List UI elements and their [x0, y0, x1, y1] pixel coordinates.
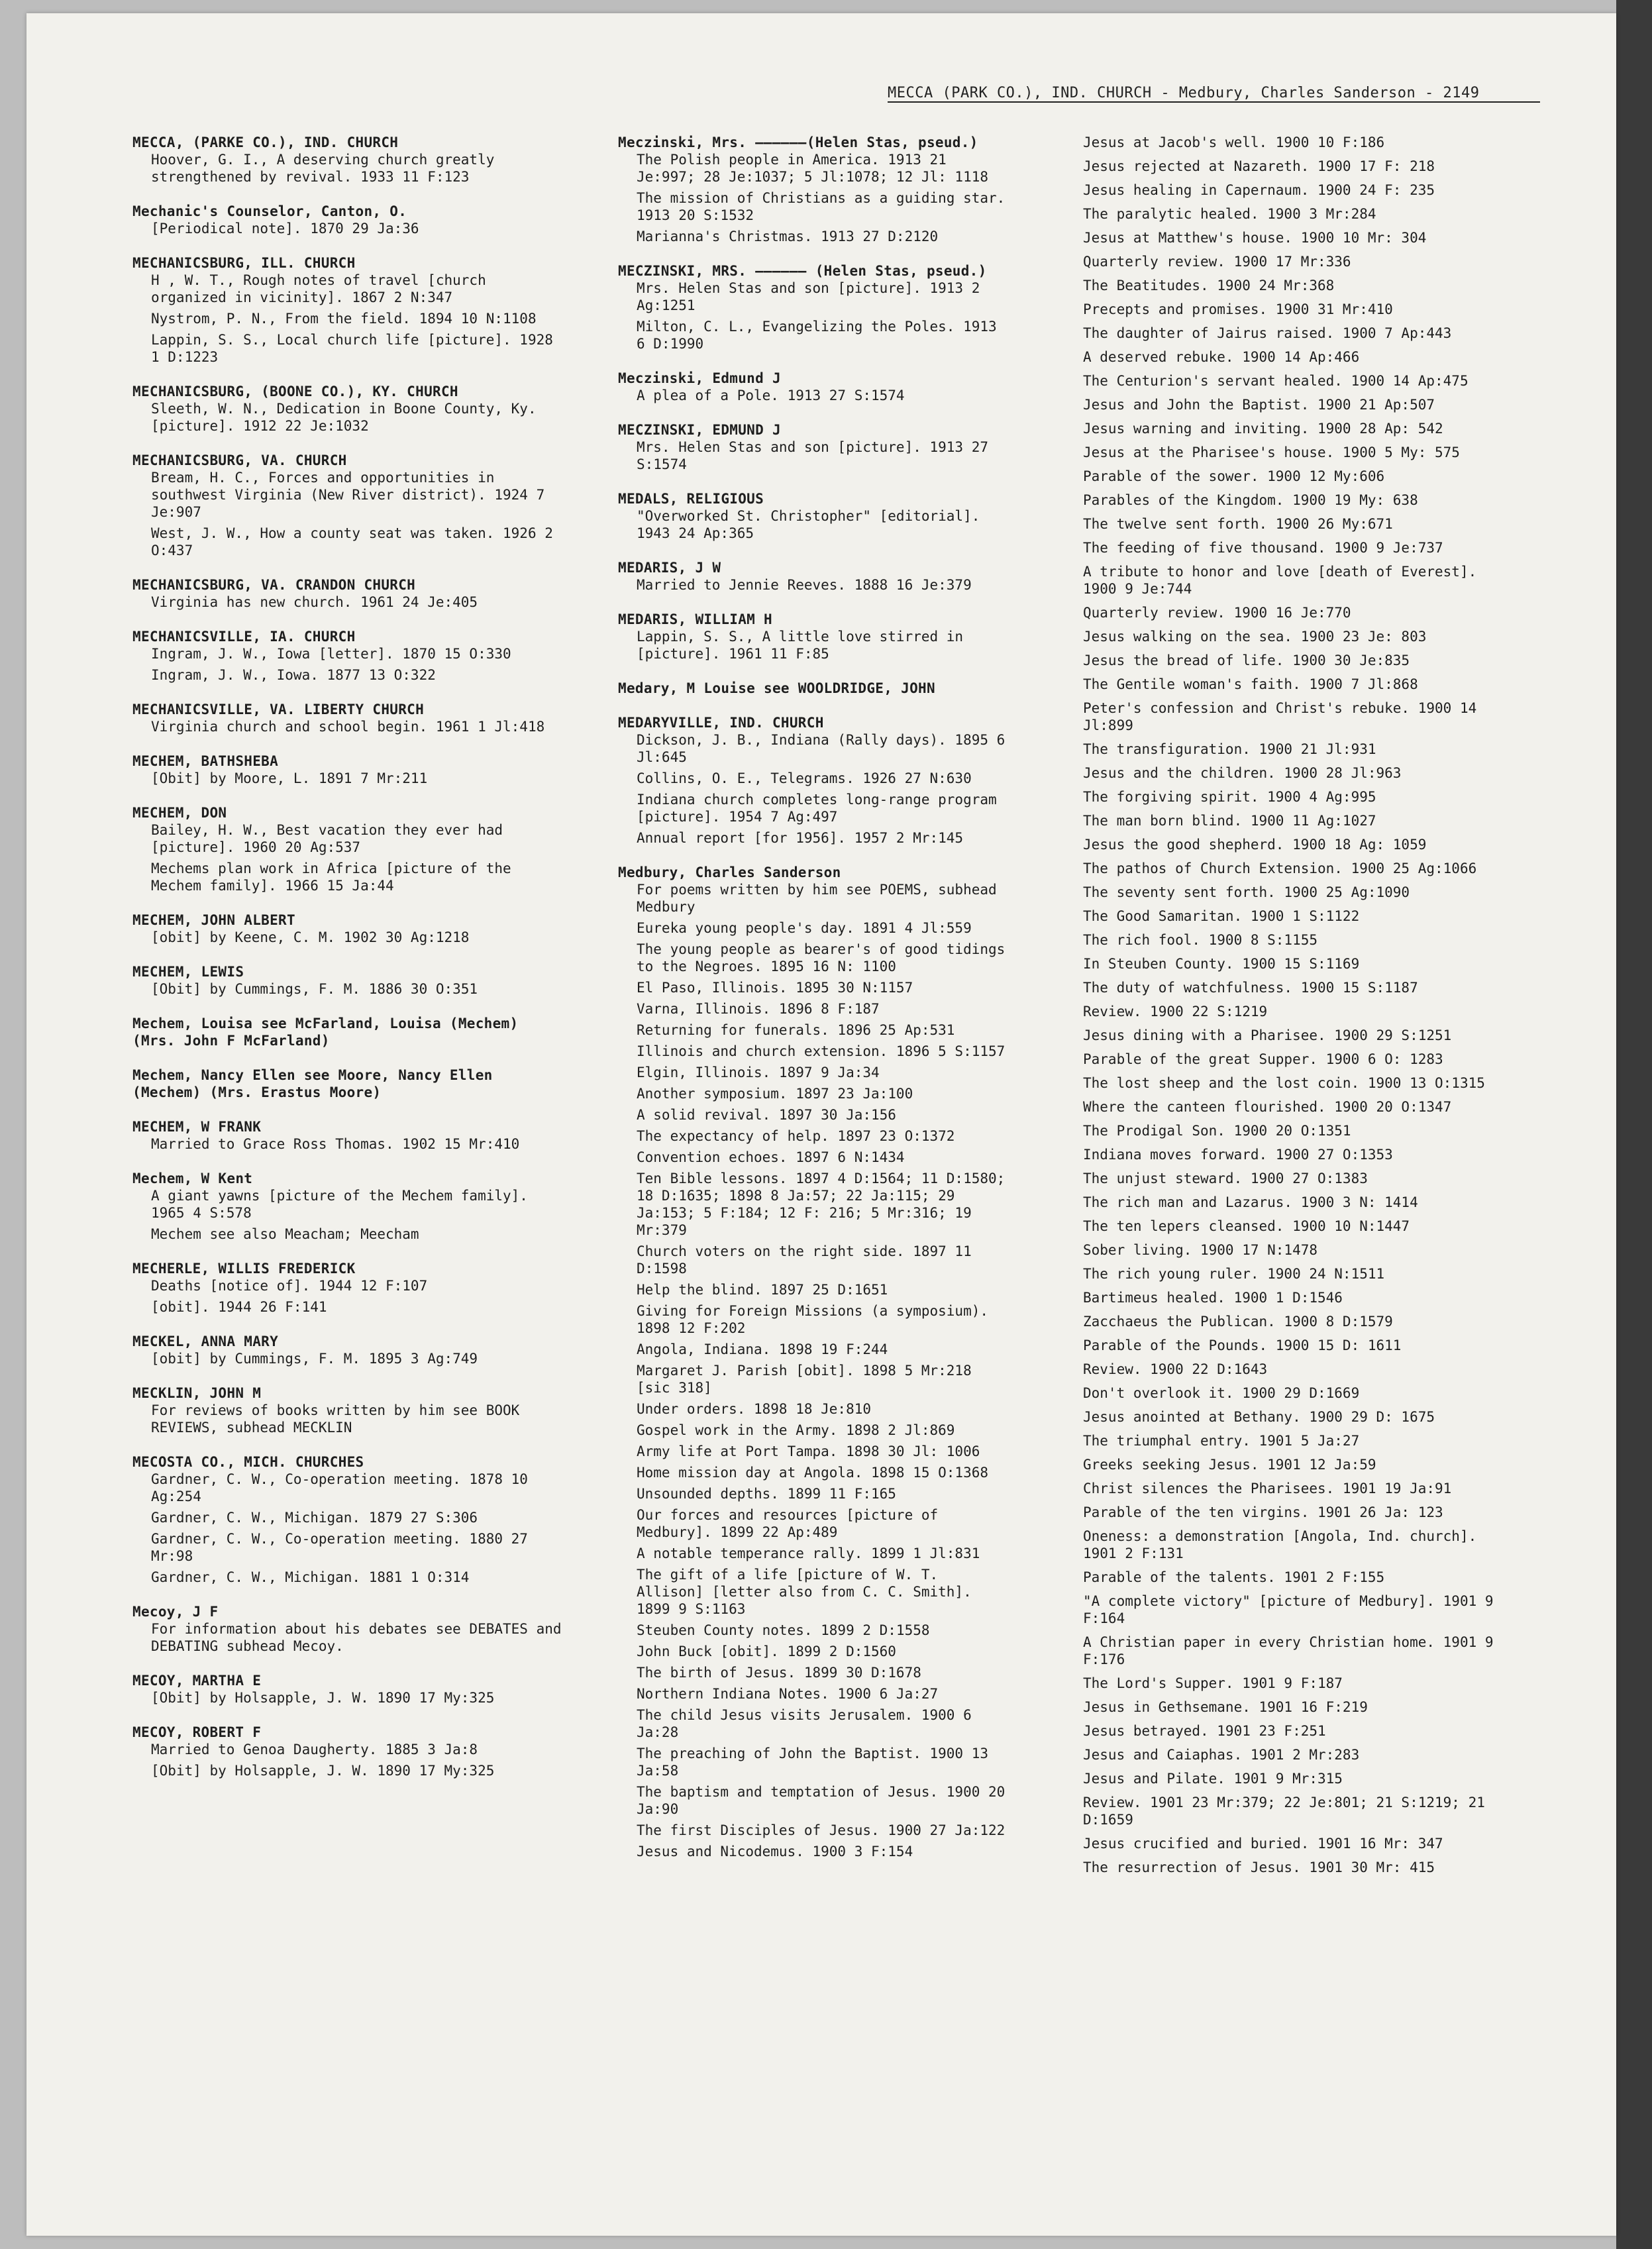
entry-heading: Mechem, Nancy Ellen see Moore, Nancy Ellen (Mechem) (Mrs. Erastus Moore): [132, 1067, 493, 1100]
entry-heading: MECHERLE, WILLIS FREDERICK: [132, 1261, 356, 1277]
entry-heading: MEDARYVILLE, IND. CHURCH: [618, 715, 824, 731]
citation: Parable of the talents. 1901 2 F:155: [1083, 1569, 1385, 1585]
index-entry: [132, 203, 570, 237]
citation: The child Jesus visits Jerusalem. 1900 6 Ja:28: [637, 1707, 972, 1740]
citation: Jesus walking on the sea. 1900 23 Je: 803: [1083, 629, 1427, 645]
citation: The Good Samaritan. 1900 1 S:1122: [1083, 908, 1360, 924]
entry-heading: MECHANICSBURG, VA. CHURCH: [132, 452, 347, 468]
citation: Giving for Foreign Missions (a symposium). 1898 12 F:202: [637, 1303, 989, 1336]
citation: The ten lepers cleansed. 1900 10 N:1447: [1083, 1218, 1410, 1234]
column-left: [132, 134, 570, 1797]
citation: Mrs. Helen Stas and son [picture]. 1913 2 Ag:1251: [637, 280, 980, 313]
index-entry: [618, 680, 1009, 697]
citation: Married to Jennie Reeves. 1888 16 Je:379: [637, 577, 972, 593]
citation: Indiana church completes long-range program [picture]. 1954 7 Ag:497: [637, 792, 997, 825]
entry-heading: MECHEM, BATHSHEBA: [132, 753, 279, 769]
citation: Review. 1901 23 Mr:379; 22 Je:801; 21 S:1219; 21 D:1659: [1083, 1795, 1485, 1828]
index-entry: [618, 490, 1009, 542]
entry-heading: MECHEM, JOHN ALBERT: [132, 912, 295, 928]
citation: The paralytic healed. 1900 3 Mr:284: [1083, 206, 1376, 222]
citation: Bream, H. C., Forces and opportunities in southwest Virginia (New River district). 1924 7 Je:907: [151, 470, 545, 520]
citation: Christ silences the Pharisees. 1901 19 Ja:91: [1083, 1481, 1452, 1496]
citation: The Gentile woman's faith. 1900 7 Jl:868: [1083, 676, 1418, 692]
citation: Parable of the sower. 1900 12 My:606: [1083, 468, 1385, 484]
entry-heading: Mecoy, J F: [132, 1604, 219, 1620]
citation: Bartimeus healed. 1900 1 D:1546: [1083, 1290, 1343, 1306]
citation: The rich man and Lazarus. 1900 3 N: 1414: [1083, 1194, 1418, 1210]
citation: Quarterly review. 1900 16 Je:770: [1083, 605, 1351, 621]
citation: Returning for funerals. 1896 25 Ap:531: [637, 1022, 955, 1038]
entry-heading: MECHEM, W FRANK: [132, 1119, 262, 1135]
entry-heading: Mechem, Louisa see McFarland, Louisa (Mechem) (Mrs. John F McFarland): [132, 1016, 519, 1049]
citation: The birth of Jesus. 1899 30 D:1678: [637, 1665, 921, 1681]
citation: Illinois and church extension. 1896 5 S:1157: [637, 1043, 1006, 1059]
citation: The lost sheep and the lost coin. 1900 13 O:1315: [1083, 1075, 1485, 1091]
index-entry: [618, 714, 1009, 847]
citation: A plea of a Pole. 1913 27 S:1574: [637, 388, 905, 403]
citation: Jesus the good shepherd. 1900 18 Ag: 1059: [1083, 837, 1427, 853]
index-entry: [132, 628, 570, 684]
entry-heading: MECHANICSBURG, VA. CRANDON CHURCH: [132, 577, 416, 593]
citation: Parables of the Kingdom. 1900 19 My: 638: [1083, 492, 1418, 508]
citation: Collins, O. E., Telegrams. 1926 27 N:630: [637, 770, 972, 786]
citation: El Paso, Illinois. 1895 30 N:1157: [637, 980, 913, 996]
entry-heading: MECOY, MARTHA E: [132, 1673, 262, 1689]
citation: Jesus healing in Capernaum. 1900 24 F: 235: [1083, 182, 1435, 198]
citation: The duty of watchfulness. 1900 15 S:1187: [1083, 980, 1418, 996]
citation: Mechems plan work in Africa [picture of the Mechem family]. 1966 15 Ja:44: [151, 861, 511, 894]
index-entry: [132, 1453, 570, 1586]
citation: The baptism and temptation of Jesus. 1900 20 Ja:90: [637, 1784, 1006, 1817]
entry-heading: Mechanic's Counselor, Canton, O.: [132, 203, 407, 219]
citation: The resurrection of Jesus. 1901 30 Mr: 415: [1083, 1859, 1435, 1875]
citation: Angola, Indiana. 1898 19 F:244: [637, 1341, 888, 1357]
citation: For information about his debates see DEBATES and DEBATING subhead Mecoy.: [151, 1621, 562, 1654]
citation: [obit] by Cummings, F. M. 1895 3 Ag:749: [151, 1351, 478, 1367]
citation: Jesus at Jacob's well. 1900 10 F:186: [1083, 134, 1385, 150]
citation: Jesus and the children. 1900 28 Jl:963: [1083, 765, 1402, 781]
entry-heading: MECKLIN, JOHN M: [132, 1385, 262, 1401]
citation: Jesus dining with a Pharisee. 1900 29 S:1251: [1083, 1027, 1452, 1043]
citation: The forgiving spirit. 1900 4 Ag:995: [1083, 789, 1376, 805]
citation: Gardner, C. W., Michigan. 1881 1 O:314: [151, 1569, 470, 1585]
citation: Milton, C. L., Evangelizing the Poles. 1913 6 D:1990: [637, 319, 997, 352]
index-entry: [618, 864, 1009, 1860]
citation: Don't overlook it. 1900 29 D:1669: [1083, 1385, 1360, 1401]
entry-heading: MECHEM, DON: [132, 805, 227, 821]
index-entry: [132, 1170, 570, 1243]
citation: Zacchaeus the Publican. 1900 8 D:1579: [1083, 1314, 1393, 1330]
citation: Gardner, C. W., Co-operation meeting. 1878 10 Ag:254: [151, 1471, 528, 1504]
citation: Home mission day at Angola. 1898 15 O:1368: [637, 1465, 989, 1481]
citation: Nystrom, P. N., From the field. 1894 10 N:1108: [151, 311, 537, 327]
citation: The transfiguration. 1900 21 Jl:931: [1083, 741, 1376, 757]
citation: Where the canteen flourished. 1900 20 O:1347: [1083, 1099, 1452, 1115]
citation: Jesus crucified and buried. 1901 16 Mr: 347: [1083, 1836, 1443, 1852]
citation: [Obit] by Holsapple, J. W. 1890 17 My:325: [151, 1690, 495, 1706]
citation: In Steuben County. 1900 15 S:1169: [1083, 956, 1360, 972]
entry-heading: MECZINSKI, EDMUND J: [618, 422, 781, 438]
index-entry: [618, 370, 1009, 404]
citation: [Obit] by Cummings, F. M. 1886 30 O:351: [151, 981, 478, 997]
entry-heading: MECOSTA CO., MICH. CHURCHES: [132, 1454, 364, 1470]
citation: Hoover, G. I., A deserving church greatly strengthened by revival. 1933 11 F:123: [151, 152, 495, 185]
citation: The gift of a life [picture of W. T. Allison] [letter also from C. C. Smith]. 1899 9 S:1163: [637, 1567, 972, 1617]
citation: Parable of the great Supper. 1900 6 O: 1283: [1083, 1051, 1443, 1067]
citation: Review. 1900 22 S:1219: [1083, 1004, 1268, 1020]
citation: Sleeth, W. N., Dedication in Boone County, Ky. [picture]. 1912 22 Je:1032: [151, 401, 537, 434]
citation: Jesus and Caiaphas. 1901 2 Mr:283: [1083, 1747, 1360, 1763]
index-entry: [132, 804, 570, 894]
entry-heading: Mechem, W Kent: [132, 1171, 253, 1186]
citation: The feeding of five thousand. 1900 9 Je:737: [1083, 540, 1443, 556]
citation: Jesus and Pilate. 1901 9 Mr:315: [1083, 1771, 1343, 1787]
index-entry: [618, 611, 1009, 662]
index-entry: [132, 1385, 570, 1436]
index-entry: [132, 753, 570, 787]
citation: "Overworked St. Christopher" [editorial]. 1943 24 Ap:365: [637, 508, 980, 541]
citation: Jesus at the Pharisee's house. 1900 5 My: 575: [1083, 445, 1460, 460]
citation: The pathos of Church Extension. 1900 25 Ag:1066: [1083, 861, 1477, 876]
citation: The unjust steward. 1900 27 O:1383: [1083, 1171, 1368, 1186]
index-entry: [132, 912, 570, 946]
citation: A solid revival. 1897 30 Ja:156: [637, 1107, 896, 1123]
citation: Deaths [notice of]. 1944 12 F:107: [151, 1278, 428, 1294]
citation: Mechem see also Meacham; Meecham: [151, 1226, 419, 1242]
citation: The rich young ruler. 1900 24 N:1511: [1083, 1266, 1385, 1282]
index-entry: [132, 254, 570, 366]
citation: [Obit] by Moore, L. 1891 7 Mr:211: [151, 770, 428, 786]
index-entry: [132, 383, 570, 435]
citation: The Prodigal Son. 1900 20 O:1351: [1083, 1123, 1351, 1139]
index-page: [26, 13, 1616, 2236]
citation: Our forces and resources [picture of Medbury]. 1899 22 Ap:489: [637, 1507, 939, 1540]
citation: Marianna's Christmas. 1913 27 D:2120: [637, 229, 939, 244]
citation: The young people as bearer's of good tidings to the Negroes. 1895 16 N: 1100: [637, 941, 1006, 974]
citation: Oneness: a demonstration [Angola, Ind. church]. 1901 2 F:131: [1083, 1528, 1477, 1561]
citation: H , W. T., Rough notes of travel [church organized in vicinity]. 1867 2 N:347: [151, 272, 486, 305]
citation: The seventy sent forth. 1900 25 Ag:1090: [1083, 884, 1410, 900]
citation: The first Disciples of Jesus. 1900 27 Ja:122: [637, 1822, 1006, 1838]
index-entry: [132, 701, 570, 735]
citation: Jesus betrayed. 1901 23 F:251: [1083, 1723, 1326, 1739]
entry-heading: MEDARIS, J W: [618, 560, 721, 576]
citation: Church voters on the right side. 1897 11 D:1598: [637, 1243, 972, 1277]
citation: Under orders. 1898 18 Je:810: [637, 1401, 872, 1417]
citation: The Polish people in America. 1913 21 Je:997; 28 Je:1037; 5 Jl:1078; 12 Jl: 1118: [637, 152, 989, 185]
citation: Ingram, J. W., Iowa [letter]. 1870 15 O:330: [151, 646, 511, 662]
citation: Jesus in Gethsemane. 1901 16 F:219: [1083, 1699, 1368, 1715]
citation: The rich fool. 1900 8 S:1155: [1083, 932, 1318, 948]
citation: [obit] by Keene, C. M. 1902 30 Ag:1218: [151, 929, 470, 945]
citation: Bailey, H. W., Best vacation they ever had [picture]. 1960 20 Ag:537: [151, 822, 503, 855]
index-entry: [132, 1724, 570, 1779]
citation: Peter's confession and Christ's rebuke. 1900 14 Jl:899: [1083, 700, 1477, 733]
citation: Greeks seeking Jesus. 1901 12 Ja:59: [1083, 1457, 1376, 1473]
citation: [obit]. 1944 26 F:141: [151, 1299, 327, 1315]
citation: Sober living. 1900 17 N:1478: [1083, 1242, 1318, 1258]
citation: A giant yawns [picture of the Mechem family]. 1965 4 S:578: [151, 1188, 528, 1221]
citation: Unsounded depths. 1899 11 F:165: [637, 1486, 896, 1502]
entry-heading: MECOY, ROBERT F: [132, 1724, 262, 1740]
citation: The mission of Christians as a guiding star. 1913 20 S:1532: [637, 190, 1006, 223]
entry-heading: MECCA, (PARKE CO.), IND. CHURCH: [132, 134, 399, 150]
citation: Jesus and Nicodemus. 1900 3 F:154: [637, 1844, 913, 1859]
citation: Indiana moves forward. 1900 27 O:1353: [1083, 1147, 1393, 1163]
citation: Gardner, C. W., Co-operation meeting. 1880 27 Mr:98: [151, 1531, 528, 1564]
citation: Dickson, J. B., Indiana (Rally days). 1895 6 Jl:645: [637, 732, 1006, 765]
citation: Eureka young people's day. 1891 4 Jl:559: [637, 920, 972, 936]
entry-heading: MECHANICSVILLE, IA. CHURCH: [132, 629, 356, 645]
index-entry: [132, 134, 570, 185]
citation: Quarterly review. 1900 17 Mr:336: [1083, 254, 1351, 270]
entry-heading: Meczinski, Mrs. ——————(Helen Stas, pseud.): [618, 134, 978, 150]
citation: Jesus rejected at Nazareth. 1900 17 F: 218: [1083, 158, 1435, 174]
citation: [Obit] by Holsapple, J. W. 1890 17 My:325: [151, 1763, 495, 1779]
citation: Married to Genoa Daugherty. 1885 3 Ja:8: [151, 1742, 478, 1757]
entry-heading: MECHANICSBURG, ILL. CHURCH: [132, 255, 356, 271]
index-entry: [132, 1603, 570, 1655]
citation: Parable of the Pounds. 1900 15 D: 1611: [1083, 1337, 1402, 1353]
citation: Steuben County notes. 1899 2 D:1558: [637, 1622, 930, 1638]
entry-heading: MECKEL, ANNA MARY: [132, 1334, 279, 1349]
citation: John Buck [obit]. 1899 2 D:1560: [637, 1644, 896, 1659]
citation: Elgin, Illinois. 1897 9 Ja:34: [637, 1065, 880, 1080]
citation: Army life at Port Tampa. 1898 30 Jl: 1006: [637, 1443, 980, 1459]
entry-heading: MECZINSKI, MRS. —————— (Helen Stas, pseud.): [618, 263, 987, 279]
index-entry: [132, 452, 570, 559]
index-entry: [132, 1015, 570, 1049]
citation: A tribute to honor and love [death of Everest]. 1900 9 Je:744: [1083, 564, 1477, 597]
index-entry: [618, 262, 1009, 352]
citation: Lappin, S. S., Local church life [picture]. 1928 1 D:1223: [151, 332, 553, 365]
citation: Northern Indiana Notes. 1900 6 Ja:27: [637, 1686, 939, 1702]
citation: The Lord's Supper. 1901 9 F:187: [1083, 1675, 1343, 1691]
entry-heading: MEDARIS, WILLIAM H: [618, 611, 772, 627]
entry-heading: Meczinski, Edmund J: [618, 370, 781, 386]
entry-heading: MEDALS, RELIGIOUS: [618, 491, 764, 507]
citation: The Centurion's servant healed. 1900 14 Ap:475: [1083, 373, 1469, 389]
citation: Gospel work in the Army. 1898 2 Jl:869: [637, 1422, 955, 1438]
citation: Jesus anointed at Bethany. 1900 29 D: 1675: [1083, 1409, 1435, 1425]
citation: The expectancy of help. 1897 23 O:1372: [637, 1128, 955, 1144]
entry-heading: MECHEM, LEWIS: [132, 964, 244, 980]
index-entry: [132, 963, 570, 998]
index-entry: [618, 134, 1009, 245]
citation: Varna, Illinois. 1896 8 F:187: [637, 1001, 880, 1017]
citation: The preaching of John the Baptist. 1900 13 Ja:58: [637, 1746, 989, 1779]
citation: The twelve sent forth. 1900 26 My:671: [1083, 516, 1393, 532]
page-edge-shadow: [1616, 0, 1652, 2249]
citation: Jesus and John the Baptist. 1900 21 Ap:507: [1083, 397, 1435, 413]
citation: Help the blind. 1897 25 D:1651: [637, 1282, 888, 1298]
citation: Jesus the bread of life. 1900 30 Je:835: [1083, 653, 1410, 668]
citation: Parable of the ten virgins. 1901 26 Ja: 123: [1083, 1504, 1443, 1520]
citation: A notable temperance rally. 1899 1 Jl:831: [637, 1545, 980, 1561]
entry-heading: MECHANICSVILLE, VA. LIBERTY CHURCH: [132, 702, 425, 717]
column-middle: [618, 134, 1009, 1877]
citation: "A complete victory" [picture of Medbury]. 1901 9 F:164: [1083, 1593, 1494, 1626]
index-entry: [618, 421, 1009, 473]
citation: Virginia church and school begin. 1961 1 Jl:418: [151, 719, 545, 735]
citation: Ingram, J. W., Iowa. 1877 13 O:322: [151, 667, 436, 683]
citation: Convention echoes. 1897 6 N:1434: [637, 1149, 905, 1165]
index-entry: [132, 1118, 570, 1153]
citation: Mrs. Helen Stas and son [picture]. 1913 27 S:1574: [637, 439, 989, 472]
running-header: MECCA (PARK CO.), IND. CHURCH - Medbury, Charles Sanderson - 2149: [888, 85, 1540, 103]
citation: Lappin, S. S., A little love stirred in [picture]. 1961 11 F:85: [637, 629, 964, 662]
index-entry: [132, 1067, 570, 1101]
citation: The Beatitudes. 1900 24 Mr:368: [1083, 278, 1335, 293]
index-entry: [618, 559, 1009, 594]
citation: The triumphal entry. 1901 5 Ja:27: [1083, 1433, 1360, 1449]
citation: Jesus warning and inviting. 1900 28 Ap: 542: [1083, 421, 1443, 437]
citation: A deserved rebuke. 1900 14 Ap:466: [1083, 349, 1360, 365]
citation: Virginia has new church. 1961 24 Je:405: [151, 594, 478, 610]
citation: Married to Grace Ross Thomas. 1902 15 Mr:410: [151, 1136, 520, 1152]
citation: A Christian paper in every Christian home. 1901 9 F:176: [1083, 1634, 1494, 1667]
column-right: [1083, 134, 1507, 1883]
index-entry: [132, 1672, 570, 1706]
citation: Jesus at Matthew's house. 1900 10 Mr: 304: [1083, 230, 1427, 246]
citation: Gardner, C. W., Michigan. 1879 27 S:306: [151, 1510, 478, 1526]
citation: [Periodical note]. 1870 29 Ja:36: [151, 221, 419, 236]
entry-heading: MECHANICSBURG, (BOONE CO.), KY. CHURCH: [132, 384, 458, 399]
citation: Another symposium. 1897 23 Ja:100: [637, 1086, 913, 1102]
citation: The daughter of Jairus raised. 1900 7 Ap:443: [1083, 325, 1452, 341]
citation: For reviews of books written by him see BOOK REVIEWS, subhead MECKLIN: [151, 1402, 520, 1436]
citation: Ten Bible lessons. 1897 4 D:1564; 11 D:1580; 18 D:1635; 1898 8 Ja:57; 22 Ja:115; 29 Ja:153; 5 F:184; 12 F: 216; 5 Mr:316; 19 Mr:379: [637, 1171, 1006, 1238]
citation: The man born blind. 1900 11 Ag:1027: [1083, 813, 1376, 829]
citation: Review. 1900 22 D:1643: [1083, 1361, 1268, 1377]
citation: Margaret J. Parish [obit]. 1898 5 Mr:218 [sic 318]: [637, 1363, 972, 1396]
citation: Annual report [for 1956]. 1957 2 Mr:145: [637, 830, 964, 846]
citation: West, J. W., How a county seat was taken. 1926 2 O:437: [151, 525, 553, 558]
citation: Precepts and promises. 1900 31 Mr:410: [1083, 301, 1393, 317]
entry-heading: Medary, M Louise see WOOLDRIDGE, JOHN: [618, 680, 935, 696]
citation: For poems written by him see POEMS, subhead Medbury: [637, 882, 997, 915]
entry-heading: Medbury, Charles Sanderson: [618, 864, 841, 880]
index-entry: [132, 576, 570, 611]
index-entry: [132, 1260, 570, 1316]
index-entry: [132, 1333, 570, 1367]
